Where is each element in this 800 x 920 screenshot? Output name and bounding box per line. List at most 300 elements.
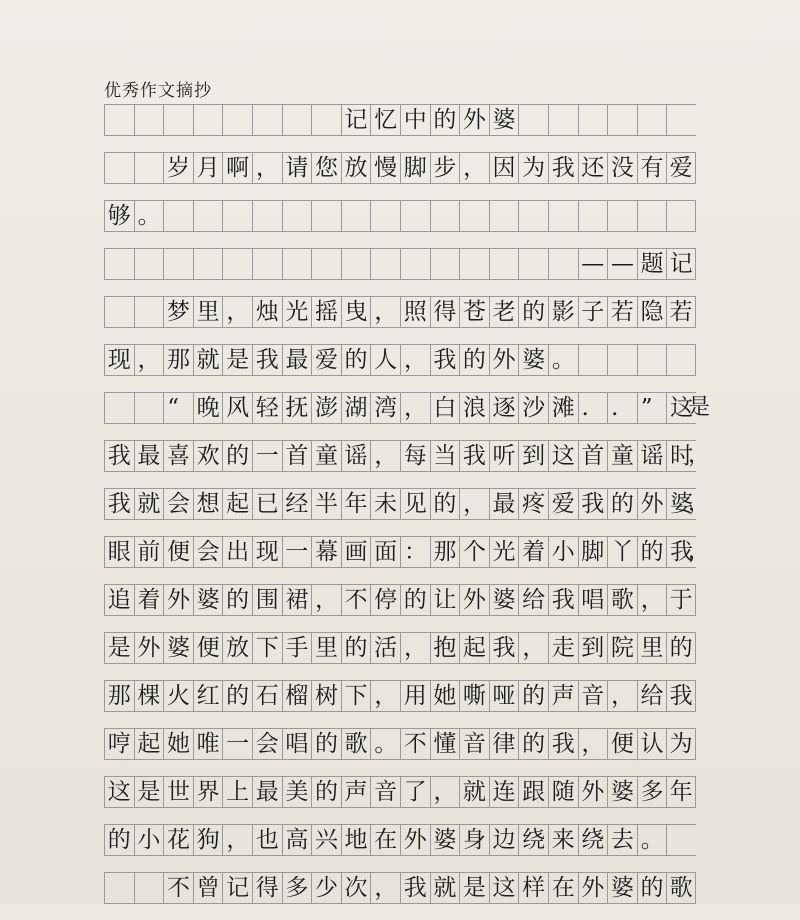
grid-cell [282, 201, 312, 231]
grid-cell: 脚 [578, 537, 608, 567]
grid-cell [518, 249, 548, 279]
grid-cell: 小 [134, 825, 164, 855]
grid-cell: 榴 [282, 681, 312, 711]
grid-cell: 的 [311, 729, 341, 759]
grid-cell [134, 393, 164, 423]
grid-cell: — [578, 249, 608, 279]
grid-cell: 是 [134, 777, 164, 807]
grid-cell: ： [400, 537, 430, 567]
grid-cell: 最 [282, 345, 312, 375]
grid-cell: 就 [193, 345, 223, 375]
grid-cell: 那 [163, 345, 193, 375]
grid-cell: 了 [400, 777, 430, 807]
grid-cell: 小 [548, 537, 578, 567]
grid-cell: 还 [578, 153, 608, 183]
grid-cell [104, 105, 134, 135]
grid-cell: 活 [370, 633, 400, 663]
grid-cell: 的 [341, 633, 371, 663]
grid-cell: 烛 [252, 297, 282, 327]
grid-cell: 慢 [370, 153, 400, 183]
grid-cell: 停 [370, 585, 400, 615]
grid-cell: 幕 [311, 537, 341, 567]
grid-cell: 因 [489, 153, 519, 183]
grid-cell: 婆 [518, 345, 548, 375]
grid-cell [222, 249, 252, 279]
grid-cell [104, 153, 134, 183]
grid-cell: 没 [607, 153, 637, 183]
grid-cell: 给 [637, 681, 667, 711]
grid-cell: 前 [134, 537, 164, 567]
grid-cell: 出 [222, 537, 252, 567]
grid-cell: ， [400, 633, 430, 663]
grid-cell: 喜 [163, 441, 193, 471]
grid-cell: 童 [311, 441, 341, 471]
grid-cell: 的 [518, 681, 548, 711]
grid-cell: 有 [637, 153, 667, 183]
grid-cell: ， [222, 825, 252, 855]
grid-cell: 首 [282, 441, 312, 471]
grid-cell: 边 [489, 825, 519, 855]
grid-cell: 抚 [282, 393, 312, 423]
grid-cell: 童 [607, 441, 637, 471]
grid-cell: 最 [252, 777, 282, 807]
grid-cell: ， [518, 633, 548, 663]
grid-cell: 爱 [311, 345, 341, 375]
grid-cell [548, 249, 578, 279]
grid-cell: 滩 [548, 393, 578, 423]
grid-cell: 够 [104, 201, 134, 231]
grid-cell: 我 [430, 345, 460, 375]
grid-cell: 婆 [163, 633, 193, 663]
grid-cell [282, 105, 312, 135]
grid-cell: 于 [666, 585, 696, 615]
grid-cell: 子 [578, 297, 608, 327]
grid-cell: 的 [637, 537, 667, 567]
grid-cell: 世 [163, 777, 193, 807]
grid-cell: 起 [222, 489, 252, 519]
grid-cell: 现 [252, 537, 282, 567]
grid-cell: 我 [104, 441, 134, 471]
grid-cell: ， [459, 489, 489, 519]
grid-cell [193, 249, 223, 279]
grid-cell: 疼 [518, 489, 548, 519]
grid-cell: 逐 [489, 393, 519, 423]
grid-row [104, 248, 696, 280]
grid-cell: ， [370, 681, 400, 711]
grid-cell [607, 345, 637, 375]
grid-cell: 歌 [341, 729, 371, 759]
grid-cell: 的 [104, 825, 134, 855]
grid-cell: 就 [459, 777, 489, 807]
grid-cell: 外 [578, 777, 608, 807]
grid-cell: 我 [400, 873, 430, 903]
grid-cell: “ [163, 393, 193, 423]
grid-cell: 这 [666, 393, 696, 423]
grid-cell: 人 [370, 345, 400, 375]
grid-cell [637, 201, 667, 231]
grid-cell: 律 [489, 729, 519, 759]
grid-cell: 着 [134, 585, 164, 615]
grid-cell: ， [459, 153, 489, 183]
grid-cell: 音 [459, 729, 489, 759]
grid-cell: 起 [459, 633, 489, 663]
grid-cell: 的 [459, 345, 489, 375]
grid-row [104, 632, 696, 664]
grid-cell: 下 [252, 633, 282, 663]
grid-cell: 谣 [637, 441, 667, 471]
grid-cell: 她 [430, 681, 460, 711]
grid-cell: ， [430, 777, 460, 807]
grid-cell [222, 201, 252, 231]
grid-cell: 未 [370, 489, 400, 519]
grid-cell [104, 249, 134, 279]
grid-cell [578, 345, 608, 375]
grid-cell: 音 [370, 777, 400, 807]
grid-cell: 我 [548, 585, 578, 615]
grid-cell [134, 105, 164, 135]
grid-cell: 认 [637, 729, 667, 759]
grid-cell: 上 [222, 777, 252, 807]
grid-row [104, 392, 710, 424]
grid-cell: 得 [252, 873, 282, 903]
grid-cell: 一 [222, 729, 252, 759]
grid-cell [430, 249, 460, 279]
grid-cell: 时 [666, 441, 696, 471]
grid-row [104, 152, 696, 184]
grid-cell: ， [370, 297, 400, 327]
grid-cell: 摇 [311, 297, 341, 327]
grid-cell: 唱 [282, 729, 312, 759]
grid-cell: 不 [163, 873, 193, 903]
grid-cell: 懂 [430, 729, 460, 759]
grid-cell: 院 [607, 633, 637, 663]
grid-cell: ， [578, 729, 608, 759]
grid-cell: 兴 [311, 825, 341, 855]
grid-cell: 隐 [637, 297, 667, 327]
grid-cell: 不 [341, 585, 371, 615]
grid-cell [193, 105, 223, 135]
grid-cell [518, 105, 548, 135]
grid-cell: 我 [666, 537, 696, 567]
grid-cell [341, 249, 371, 279]
grid-cell [607, 105, 637, 135]
grid-cell: 谣 [341, 441, 371, 471]
grid-cell [163, 105, 193, 135]
grid-cell: 地 [341, 825, 371, 855]
grid-cell [252, 249, 282, 279]
grid-cell: 歌 [607, 585, 637, 615]
grid-cell: 月 [193, 153, 223, 183]
grid-cell: 手 [282, 633, 312, 663]
grid-cell: 外 [489, 345, 519, 375]
grid-cell: 记 [666, 249, 696, 279]
grid-cell: 晚 [193, 393, 223, 423]
grid-cell: ” [637, 393, 667, 423]
grid-cell: 里 [637, 633, 667, 663]
grid-cell [134, 873, 164, 903]
grid-cell: 下 [341, 681, 371, 711]
grid-cell [252, 201, 282, 231]
grid-cell [134, 153, 164, 183]
grid-cell: 我 [104, 489, 134, 519]
grid-cell: 到 [518, 441, 548, 471]
grid-cell: 步 [430, 153, 460, 183]
grid-cell: 里 [311, 633, 341, 663]
grid-cell: 棵 [134, 681, 164, 711]
grid-cell: ， [607, 681, 637, 711]
grid-cell: 光 [282, 297, 312, 327]
grid-cell: 花 [163, 825, 193, 855]
grid-cell: 随 [548, 777, 578, 807]
grid-cell [400, 249, 430, 279]
grid-cell: 经 [282, 489, 312, 519]
grid-cell: ， [222, 297, 252, 327]
grid-row [104, 488, 710, 520]
grid-cell: 个 [459, 537, 489, 567]
grid-cell: 里 [193, 297, 223, 327]
grid-cell: 若 [666, 297, 696, 327]
grid-cell: 爱 [666, 153, 696, 183]
grid-row [104, 440, 710, 472]
grid-cell: 风 [222, 393, 252, 423]
grid-cell: 用 [400, 681, 430, 711]
grid-cell: 白 [430, 393, 460, 423]
overflow-char: ， [687, 443, 710, 468]
grid-cell [222, 105, 252, 135]
grid-cell: 最 [489, 489, 519, 519]
grid-cell: ， [370, 441, 400, 471]
grid-cell: 的 [607, 489, 637, 519]
grid-cell: 我 [578, 489, 608, 519]
grid-cell: 树 [311, 681, 341, 711]
grid-cell: 题 [637, 249, 667, 279]
grid-cell: 多 [282, 873, 312, 903]
grid-cell: 的 [666, 633, 696, 663]
grid-cell: 石 [252, 681, 282, 711]
grid-cell: 一 [252, 441, 282, 471]
grid-cell: 眼 [104, 537, 134, 567]
grid-cell: ， [370, 873, 400, 903]
grid-cell: 老 [489, 297, 519, 327]
grid-cell [370, 249, 400, 279]
grid-cell: 的 [222, 441, 252, 471]
grid-cell: 苍 [459, 297, 489, 327]
grid-cell: 在 [548, 873, 578, 903]
grid-cell: 放 [222, 633, 252, 663]
grid-cell: 唱 [578, 585, 608, 615]
grid-cell: 当 [430, 441, 460, 471]
grid-cell: 就 [134, 489, 164, 519]
grid-cell: 照 [400, 297, 430, 327]
overflow-char: ， [687, 491, 710, 516]
grid-cell: 围 [252, 585, 282, 615]
grid-cell: 狗 [193, 825, 223, 855]
grid-row [104, 824, 696, 856]
grid-cell: 见 [400, 489, 430, 519]
grid-cell: 裙 [282, 585, 312, 615]
grid-cell: ， [637, 585, 667, 615]
grid-cell: 中 [400, 105, 430, 135]
grid-cell: 现 [104, 345, 134, 375]
grid-cell: 界 [193, 777, 223, 807]
grid-cell: 声 [341, 777, 371, 807]
grid-cell: 的 [222, 681, 252, 711]
grid-row [104, 872, 696, 904]
grid-cell: . [607, 393, 637, 423]
grid-row [104, 728, 696, 760]
grid-cell [459, 249, 489, 279]
grid-cell: 记 [341, 105, 371, 135]
grid-cell: 。 [370, 729, 400, 759]
grid-cell: 澎 [311, 393, 341, 423]
grid-cell: 一 [282, 537, 312, 567]
grid-cell: 脚 [400, 153, 430, 183]
overflow-char: ， [687, 539, 710, 564]
grid-cell: 湖 [341, 393, 371, 423]
grid-cell: 每 [400, 441, 430, 471]
grid-cell: 她 [163, 729, 193, 759]
grid-cell: 爱 [548, 489, 578, 519]
grid-cell [282, 249, 312, 279]
grid-row [104, 776, 696, 808]
grid-cell: 嘶 [459, 681, 489, 711]
composition-grid [104, 104, 710, 920]
grid-cell [666, 825, 696, 855]
grid-cell [637, 345, 667, 375]
grid-cell: 婆 [430, 825, 460, 855]
grid-cell: 我 [459, 441, 489, 471]
grid-cell: 便 [607, 729, 637, 759]
grid-cell: 火 [163, 681, 193, 711]
grid-cell [666, 105, 696, 135]
grid-cell [252, 105, 282, 135]
grid-cell: 我 [666, 681, 696, 711]
grid-cell: 的 [311, 777, 341, 807]
grid-cell: 连 [489, 777, 519, 807]
grid-cell: 外 [163, 585, 193, 615]
grid-cell: 在 [370, 825, 400, 855]
grid-cell: 的 [518, 297, 548, 327]
grid-cell: 追 [104, 585, 134, 615]
grid-cell: ， [134, 345, 164, 375]
grid-cell: 为 [518, 153, 548, 183]
grid-row [104, 344, 696, 376]
grid-cell: 婆 [607, 777, 637, 807]
grid-cell [489, 201, 519, 231]
grid-cell: 哼 [104, 729, 134, 759]
grid-cell: 音 [578, 681, 608, 711]
grid-cell: 这 [489, 873, 519, 903]
grid-cell: 的 [518, 729, 548, 759]
grid-cell [578, 105, 608, 135]
grid-cell: 欢 [193, 441, 223, 471]
grid-cell: 这 [548, 441, 578, 471]
grid-cell: 的 [400, 585, 430, 615]
grid-cell: ， [400, 393, 430, 423]
grid-cell [104, 297, 134, 327]
grid-cell: 样 [518, 873, 548, 903]
grid-cell: 外 [459, 105, 489, 135]
grid-cell: 给 [518, 585, 548, 615]
grid-cell: 是 [104, 633, 134, 663]
grid-cell: 会 [163, 489, 193, 519]
grid-cell [548, 105, 578, 135]
grid-cell: 面 [370, 537, 400, 567]
grid-cell: 就 [430, 873, 460, 903]
grid-cell: 曳 [341, 297, 371, 327]
grid-cell: 曾 [193, 873, 223, 903]
grid-cell: 红 [193, 681, 223, 711]
grid-cell: 的 [430, 105, 460, 135]
grid-cell: 那 [430, 537, 460, 567]
grid-cell [578, 201, 608, 231]
grid-cell: 的 [222, 585, 252, 615]
grid-cell: 最 [134, 441, 164, 471]
grid-cell: ， [311, 585, 341, 615]
grid-cell: 婆 [666, 489, 696, 519]
grid-cell [430, 201, 460, 231]
grid-cell [548, 201, 578, 231]
grid-cell: 想 [193, 489, 223, 519]
grid-cell: 年 [341, 489, 371, 519]
grid-cell: 是 [459, 873, 489, 903]
grid-cell: 。 [548, 345, 578, 375]
grid-cell: 听 [489, 441, 519, 471]
grid-cell: ， [400, 345, 430, 375]
grid-cell: 走 [548, 633, 578, 663]
grid-cell: 外 [459, 585, 489, 615]
grid-cell: 也 [252, 825, 282, 855]
grid-cell: 。 [134, 201, 164, 231]
grid-cell: 轻 [252, 393, 282, 423]
grid-cell [134, 297, 164, 327]
grid-cell [666, 345, 696, 375]
grid-cell: 次 [341, 873, 371, 903]
grid-cell: 我 [489, 633, 519, 663]
grid-cell [163, 249, 193, 279]
grid-cell: 声 [548, 681, 578, 711]
grid-cell: 抱 [430, 633, 460, 663]
grid-cell: 光 [489, 537, 519, 567]
grid-cell: 高 [282, 825, 312, 855]
grid-cell: 的 [637, 873, 667, 903]
grid-cell: 梦 [163, 297, 193, 327]
grid-cell [134, 249, 164, 279]
grid-cell [518, 201, 548, 231]
grid-cell: 便 [163, 537, 193, 567]
grid-cell: 身 [459, 825, 489, 855]
grid-row [104, 296, 696, 328]
grid-cell: 婆 [489, 585, 519, 615]
grid-cell: 哑 [489, 681, 519, 711]
grid-cell [311, 201, 341, 231]
grid-cell: 歌 [666, 873, 696, 903]
grid-cell: 。 [637, 825, 667, 855]
grid-cell: 您 [311, 153, 341, 183]
grid-cell: 外 [400, 825, 430, 855]
grid-row [104, 536, 710, 568]
grid-cell [489, 249, 519, 279]
grid-cell: 美 [282, 777, 312, 807]
grid-cell: 为 [666, 729, 696, 759]
grid-cell: 首 [578, 441, 608, 471]
overflow-char: 是 [687, 395, 710, 420]
grid-cell [459, 201, 489, 231]
grid-cell: 的 [341, 345, 371, 375]
grid-cell: 放 [341, 153, 371, 183]
grid-cell: 会 [193, 537, 223, 567]
grid-cell: 丫 [607, 537, 637, 567]
